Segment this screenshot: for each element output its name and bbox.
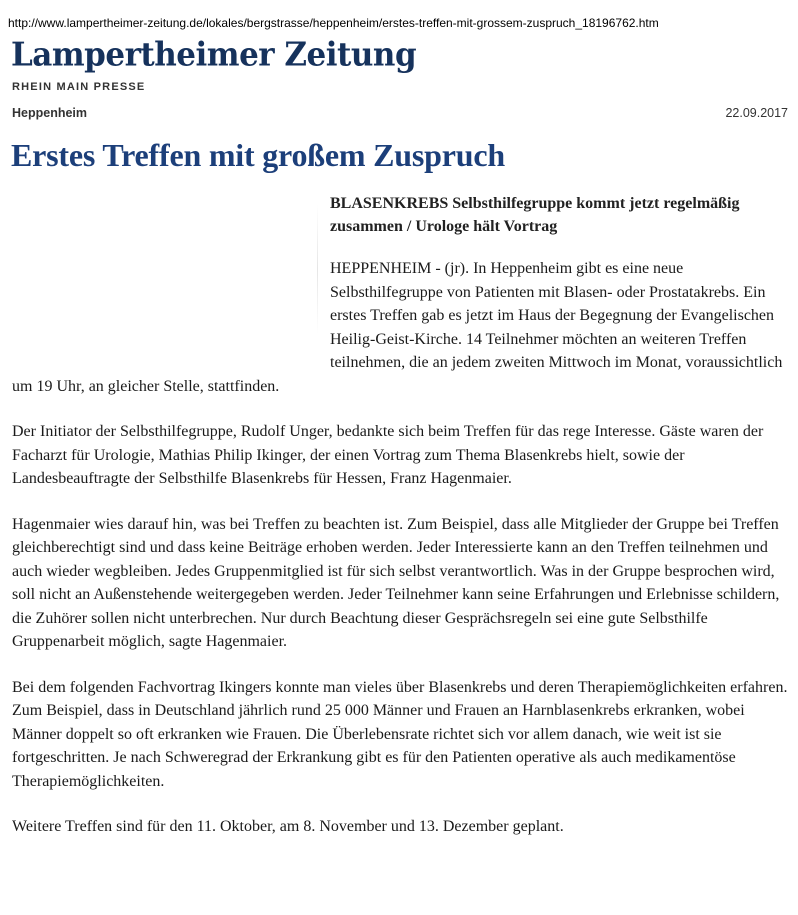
publish-date: 22.09.2017 — [725, 106, 788, 120]
image-float-spacer — [12, 192, 330, 362]
article-paragraph: HEPPENHEIM - (jr). In Heppenheim gibt es eine neue Selbsthilfegruppe von Patienten mit Blasen- oder Prostatakrebs. Ein erstes Treffen gab es jetzt im Haus der Begegnung der Evangelischen Heilig-Geist-Kirche. 14 Teilnehmer möchten an weiteren Treffen teilnehmen, die an jedem zweiten Mittwoch im Monat, voraussichtlich um 19 Uhr, an gleicher Stelle, stattfinden. — [12, 260, 783, 395]
article-headline: Erstes Treffen mit großem Zuspruch — [11, 137, 505, 173]
section-label[interactable]: Heppenheim — [12, 106, 88, 120]
article-teaser: BLASENKREBS Selbsthilfegruppe kommt jetzt regelmäßig zusammen / Urologe hält Vortrag — [330, 195, 740, 235]
article-paragraph: Hagenmaier wies darauf hin, was bei Treffen zu beachten ist. Zum Beispiel, dass alle Mitglieder der Gruppe bei Treffen gleichberechtigt sind und dass keine Beiträge erhoben werden. Jeder Interessierte kann an den Treffen teilnehmen und auch wieder wegbleiben. Jedes Gruppenmitglied ist für sich selbst verantwortlich. Was in der Gruppe besprochen wird, soll nicht an Außenstehende weitergegeben werden. Jeder Teilnehmer kann seine Erfahrungen und Erlebnisse schildern, die Zuhörer sollen nicht unterbrechen. Nur durch Beachtung dieser Gesprächsregeln sei eine gute Selbsthilfe Gruppenarbeit möglich, sagte Hagenmaier. — [12, 515, 780, 650]
article-paragraph: Bei dem folgenden Fachvortrag Ikingers konnte man vieles über Blasenkrebs und deren Therapiemöglichkeiten erfahren. Zum Beispiel, dass in Deutschland jährlich rund 25 000 Männer und Frauen an Harnblasenkrebs erkranken, wobei Männer doppelt so oft erkranken wie Frauen. Die Überlebensrate richtet sich vor allem danach, wie weit ist sie fortgeschritten. Je nach Schweregrad der Erkrankung gibt es für den Patienten operative als auch medikamentöse Therapiemöglichkeiten. — [12, 678, 788, 790]
article-body — [12, 192, 788, 861]
publisher-name: RHEIN MAIN PRESSE — [12, 81, 146, 93]
page-url: http://www.lampertheimer-zeitung.de/lokales/bergstrasse/heppenheim/erstes-treffen-mit-grossem-zuspruch_18196762.htm — [8, 16, 659, 30]
article-paragraph: Der Initiator der Selbsthilfegruppe, Rudolf Unger, bedankte sich beim Treffen für das rege Interesse. Gäste waren der Facharzt für Urologie, Mathias Philip Ikinger, der einen Vortrag zum Thema Blasenkrebs hielt, sowie der Landesbeauftragte der Selbsthilfe Blasenkrebs für Hessen, Franz Hagenmaier. — [12, 423, 764, 487]
newspaper-logo[interactable]: Lampertheimer Zeitung — [11, 36, 417, 74]
article-paragraph: Weitere Treffen sind für den 11. Oktober, am 8. November und 13. Dezember geplant. — [12, 818, 564, 835]
